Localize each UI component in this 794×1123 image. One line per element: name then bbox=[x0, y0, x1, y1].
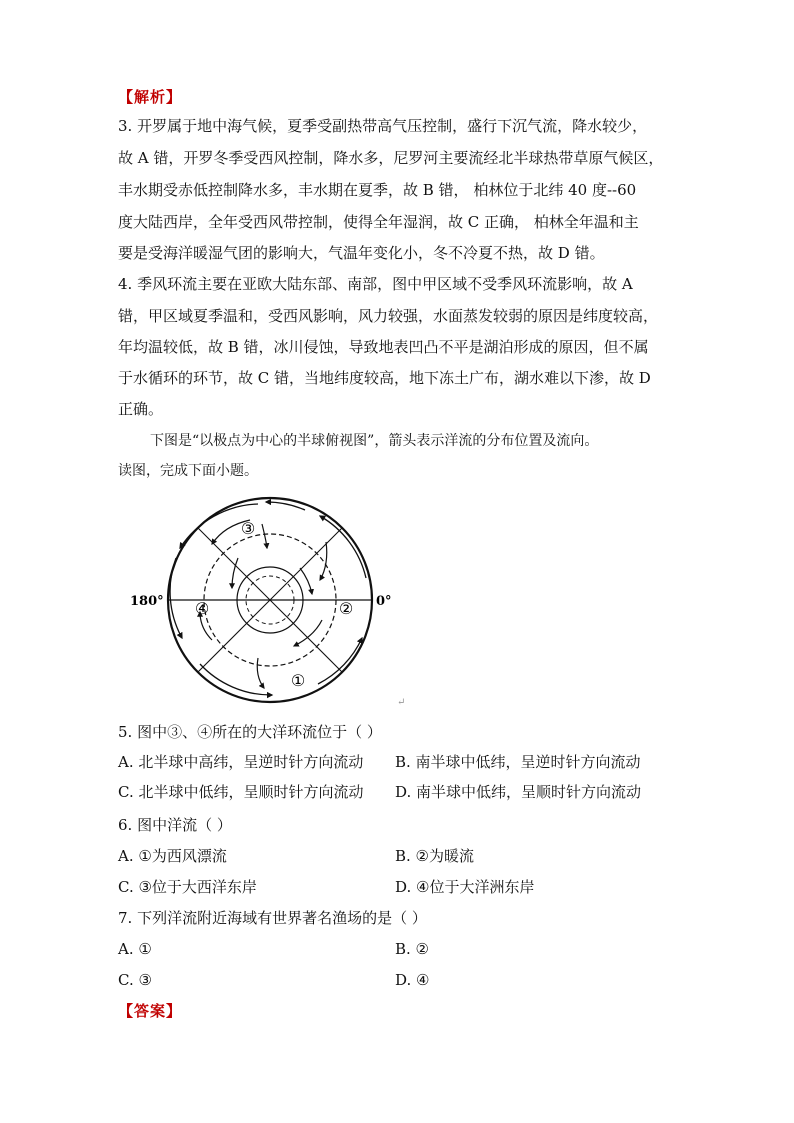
analysis-line: 4. 季风环流主要在亚欧大陆东部、南部，图中甲区域不受季风环流影响，故 A bbox=[118, 275, 633, 293]
longitude-label-0: 0° bbox=[376, 594, 392, 609]
option-b: B. ② bbox=[395, 940, 430, 958]
analysis-line: 3. 开罗属于地中海气候，夏季受副热带高气压控制，盛行下沉气流，降水较少， bbox=[118, 117, 648, 135]
ocean-current-diagram bbox=[130, 488, 410, 713]
question-stem: 7. 下列洋流附近海域有世界著名渔场的是（ ） bbox=[118, 909, 427, 927]
option-d: D. ④位于大洋洲东岸 bbox=[395, 878, 535, 896]
marker-1: ① bbox=[290, 671, 306, 690]
analysis-line: 要是受海洋暖湿气团的影响大，气温年变化小，冬不冷夏不热，故 D 错。 bbox=[118, 244, 605, 262]
option-b: B. 南半球中低纬，呈逆时针方向流动 bbox=[395, 753, 641, 771]
option-a: A. ①为西风漂流 bbox=[118, 847, 227, 865]
analysis-heading: 【解析】 bbox=[118, 88, 183, 106]
option-d: D. ④ bbox=[395, 971, 430, 989]
figure-intro: 读图，完成下面小题。 bbox=[118, 463, 258, 479]
analysis-line: 年均温较低，故 B 错，冰川侵蚀，导致地表凹凸不平是湖泊形成的原因，但不属 bbox=[118, 338, 649, 356]
option-c: C. ③ bbox=[118, 971, 152, 989]
option-a: A. ① bbox=[118, 940, 152, 958]
option-c: C. ③位于大西洋东岸 bbox=[118, 878, 257, 896]
analysis-line: 故 A 错，开罗冬季受西风控制，降水多，尼罗河主要流经北半球热带草原气候区， bbox=[118, 149, 664, 167]
figure-intro: 下图是“以极点为中心的半球俯视图”，箭头表示洋流的分布位置及流向。 bbox=[150, 433, 599, 449]
analysis-line: 丰水期受赤低控制降水多，丰水期在夏季，故 B 错， 柏林位于北纬 40 度--60 bbox=[118, 181, 637, 199]
question-stem: 6. 图中洋流（ ） bbox=[118, 816, 232, 834]
analysis-line: 错，甲区域夏季温和，受西风影响，风力较强，水面蒸发较弱的原因是纬度较高， bbox=[118, 307, 659, 325]
marker-3: ③ bbox=[240, 519, 256, 538]
analysis-line: 正确。 bbox=[118, 400, 164, 418]
question-stem: 5. 图中③、④所在的大洋环流位于（ ） bbox=[118, 723, 382, 741]
answer-heading: 【答案】 bbox=[118, 1002, 183, 1020]
analysis-line: 于水循环的环节，故 C 错，当地纬度较高，地下冻土广布，湖水难以下渗，故 D bbox=[118, 369, 651, 387]
marker-2: ② bbox=[338, 599, 354, 618]
option-d: D. 南半球中低纬，呈顺时针方向流动 bbox=[395, 783, 642, 801]
longitude-label-180: 180° bbox=[130, 594, 164, 609]
option-b: B. ②为暖流 bbox=[395, 847, 475, 865]
option-c: C. 北半球中低纬，呈顺时针方向流动 bbox=[118, 783, 364, 801]
marker-4: ④ bbox=[194, 599, 210, 618]
return-mark: ↵ bbox=[397, 697, 406, 708]
option-a: A. 北半球中高纬，呈逆时针方向流动 bbox=[118, 753, 364, 771]
analysis-line: 度大陆西岸，全年受西风带控制，使得全年湿润，故 C 正确， 柏林全年温和主 bbox=[118, 213, 639, 231]
